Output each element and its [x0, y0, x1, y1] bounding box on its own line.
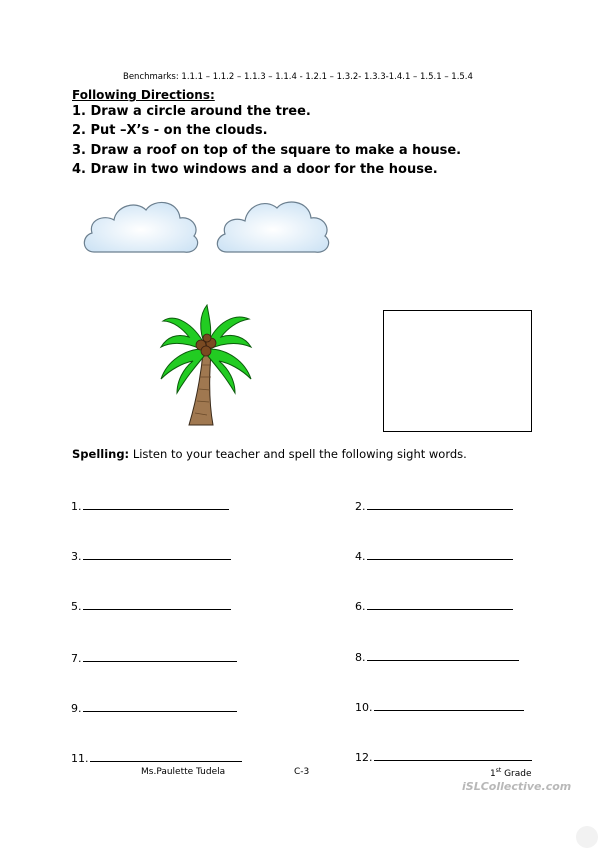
footer-teacher: Ms.Paulette Tudela	[141, 767, 226, 777]
word-line-12[interactable]	[355, 751, 532, 764]
watermark-text: iSLCollective.com	[462, 780, 572, 793]
word-number: 5.	[71, 600, 82, 613]
word-line-11[interactable]	[71, 752, 242, 765]
word-number: 8.	[355, 651, 366, 664]
word-number: 6.	[355, 600, 366, 613]
word-line-9[interactable]	[71, 702, 237, 715]
word-line-3[interactable]	[71, 550, 231, 563]
palm-tree-image	[155, 303, 255, 431]
spelling-label: Spelling:	[72, 447, 130, 461]
spelling-instruction	[72, 447, 467, 461]
word-line-10[interactable]	[355, 701, 524, 714]
house-square	[383, 310, 532, 432]
word-number: 10.	[355, 701, 373, 714]
grade-number: 1	[490, 769, 496, 779]
spelling-text: Listen to your teacher and spell the following sight words.	[129, 447, 467, 461]
word-number: 3.	[71, 550, 82, 563]
direction-2: 2. Put –X’s - on the clouds.	[72, 123, 268, 138]
word-line-6[interactable]	[355, 600, 513, 613]
grade-suffix: st	[495, 767, 502, 774]
cloud-left	[80, 196, 202, 258]
word-line-5[interactable]	[71, 600, 231, 613]
word-line-8[interactable]	[355, 651, 519, 664]
word-number: 11.	[71, 752, 89, 765]
word-line-2[interactable]	[355, 500, 513, 513]
footer-code: C-3	[294, 767, 310, 777]
word-number: 4.	[355, 550, 366, 563]
word-line-1[interactable]	[71, 500, 229, 513]
footer-grade	[490, 767, 532, 779]
benchmarks-line: Benchmarks: 1.1.1 – 1.1.2 – 1.1.3 – 1.1.4 - 1.2.1 – 1.3.2- 1.3.3-1.4.1 – 1.5.1 – 1.5.4	[123, 72, 473, 82]
direction-1: 1. Draw a circle around the tree.	[72, 104, 311, 119]
word-line-4[interactable]	[355, 550, 513, 563]
word-number: 7.	[71, 652, 82, 665]
word-number: 1.	[71, 500, 82, 513]
watermark-logo-icon	[576, 826, 598, 848]
word-number: 12.	[355, 751, 373, 764]
word-line-7[interactable]	[71, 652, 237, 665]
direction-4: 4. Draw in two windows and a door for the house.	[72, 162, 438, 177]
word-number: 2.	[355, 500, 366, 513]
directions-title: Following Directions:	[72, 88, 215, 102]
direction-3: 3. Draw a roof on top of the square to make a house.	[72, 143, 462, 158]
grade-text: Grade	[501, 769, 532, 779]
word-number: 9.	[71, 702, 82, 715]
cloud-right	[213, 196, 333, 258]
